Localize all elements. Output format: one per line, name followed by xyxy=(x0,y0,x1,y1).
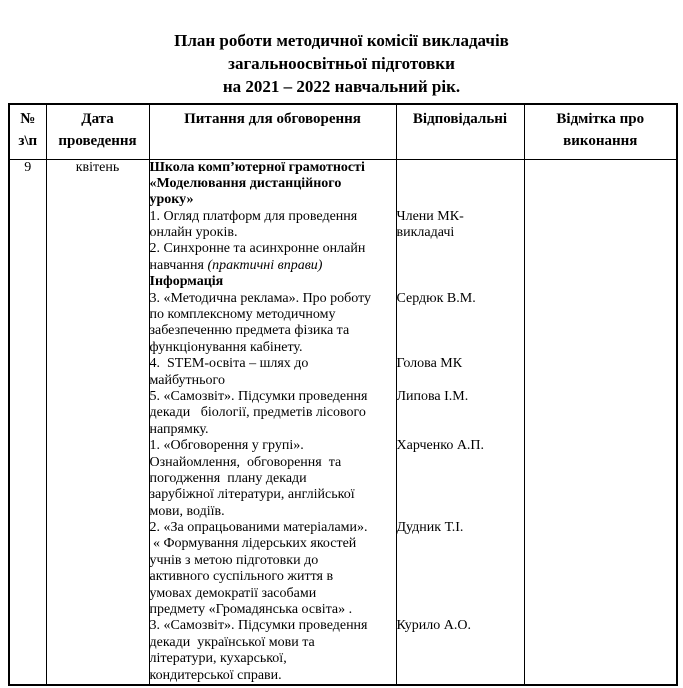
question-line: 4. STEM-освіта – шлях до xyxy=(149,356,309,372)
question-line: уроку» xyxy=(149,192,194,208)
header-completion-mark-line-2: виконання xyxy=(563,133,638,149)
responsible-empty-line xyxy=(397,422,524,438)
responsible-empty-line xyxy=(397,258,524,274)
responsible-empty-line xyxy=(397,602,524,618)
plan-table xyxy=(8,103,678,686)
question-line: навчання (практичні вправи) xyxy=(149,257,323,273)
responsible-empty-line xyxy=(397,668,524,684)
question-line: літератури, кухарської, xyxy=(149,651,287,667)
question-line: Ознайомлення, обговорення та xyxy=(149,454,342,470)
question-line: 2. Синхронне та асинхронне онлайн xyxy=(149,241,366,257)
header-responsible xyxy=(396,104,524,159)
question-line: онлайн уроків. xyxy=(149,225,238,241)
question-line: зарубіжної літератури, англійської xyxy=(149,487,355,503)
question-line: декади української мови та xyxy=(149,634,315,650)
header-date xyxy=(46,104,149,159)
responsible-empty-line xyxy=(397,455,524,471)
question-line: 1. Огляд платформ для проведення xyxy=(149,208,358,224)
responsible-name: Сердюк В.М. xyxy=(396,290,476,306)
question-line: активного суспільного життя в xyxy=(149,569,334,585)
responsible-name: Голова МК xyxy=(396,356,463,372)
header-questions xyxy=(149,104,396,159)
question-line: « Формування лідерських якостей xyxy=(149,536,357,552)
question-line: 3. «Методична реклама». Про роботу xyxy=(149,290,372,306)
header-number xyxy=(9,104,46,159)
responsible-empty-line xyxy=(397,192,524,208)
responsible-empty-line xyxy=(397,307,524,323)
questions-cell xyxy=(149,159,396,685)
responsible-empty-line xyxy=(397,586,524,602)
header-questions-line-1: Питання для обговорення xyxy=(184,111,361,127)
header-date-line-1: Дата xyxy=(81,111,114,127)
responsible-empty-line xyxy=(397,241,524,257)
responsible-empty-line xyxy=(397,160,524,176)
responsible-name: Члени МК- xyxy=(396,208,464,224)
document-title xyxy=(0,0,683,98)
header-date-line-2: проведення xyxy=(58,133,137,149)
responsible-empty-line xyxy=(397,635,524,651)
question-line: 3. «Самозвіт». Підсумки проведення xyxy=(149,618,368,634)
responsible-name: Харченко А.П. xyxy=(396,438,485,454)
question-line: декади біології, предметів лісового xyxy=(149,405,366,421)
title-line-1: План роботи методичної комісії викладачів xyxy=(174,31,509,50)
responsible-empty-line xyxy=(397,651,524,667)
responsible-empty-line xyxy=(397,373,524,389)
header-number-line-2: з\п xyxy=(18,133,38,149)
question-line: напрямку. xyxy=(149,421,209,437)
title-line-2: загальноосвітньої підготовки xyxy=(228,54,455,73)
header-number-line-1: № xyxy=(20,111,36,127)
responsible-empty-line xyxy=(397,323,524,339)
responsible-name: викладачі xyxy=(396,225,455,241)
question-line: 2. «За опрацьованими матеріалами». xyxy=(149,520,368,536)
question-line: умовах демократії засобами xyxy=(149,585,317,601)
question-line: предмету «Громадянська освіта» . xyxy=(149,602,353,618)
completion-mark-cell xyxy=(524,159,677,685)
header-completion-mark xyxy=(524,104,677,159)
row-date-cell: квітень xyxy=(46,159,149,685)
responsible-empty-line xyxy=(397,487,524,503)
question-line: по комплексному методичному xyxy=(149,307,336,323)
responsible-cell xyxy=(396,159,524,685)
question-line: майбутнього xyxy=(149,372,225,388)
question-line: Інформація xyxy=(149,274,224,290)
responsible-empty-line xyxy=(397,504,524,520)
question-line: 5. «Самозвіт». Підсумки проведення xyxy=(149,388,368,404)
question-line: функціонування кабінету. xyxy=(149,339,303,355)
responsible-empty-line xyxy=(397,553,524,569)
header-row xyxy=(9,104,677,159)
responsible-empty-line xyxy=(397,176,524,192)
responsible-empty-line xyxy=(397,274,524,290)
title-line-3: на 2021 – 2022 навчальний рік. xyxy=(222,77,461,96)
header-completion-mark-line-1: Відмітка про xyxy=(556,111,645,127)
question-line: мови, водіїв. xyxy=(149,503,225,519)
row-number-cell: 9 xyxy=(9,159,46,685)
responsible-empty-line xyxy=(397,471,524,487)
question-line: 1. «Обговорення у групі». xyxy=(149,438,304,454)
table-row xyxy=(9,159,677,685)
question-line: Школа комп’ютерної грамотності xyxy=(149,159,365,175)
responsible-name: Дудник Т.І. xyxy=(396,520,464,536)
question-line: погодження плану декади xyxy=(149,470,307,486)
question-line: кондитерської справи. xyxy=(149,667,282,683)
header-responsible-line-1: Відповідальні xyxy=(412,111,508,127)
question-line: «Моделювання дистанційного xyxy=(149,175,342,191)
responsible-empty-line xyxy=(397,405,524,421)
responsible-name: Курило А.О. xyxy=(396,618,471,634)
question-line: забезпеченню предмета фізика та xyxy=(149,323,350,339)
question-line: учнів з метою підготовки до xyxy=(149,552,319,568)
responsible-empty-line xyxy=(397,340,524,356)
responsible-empty-line xyxy=(397,569,524,585)
responsible-empty-line xyxy=(397,536,524,552)
responsible-name: Липова І.М. xyxy=(396,388,469,404)
